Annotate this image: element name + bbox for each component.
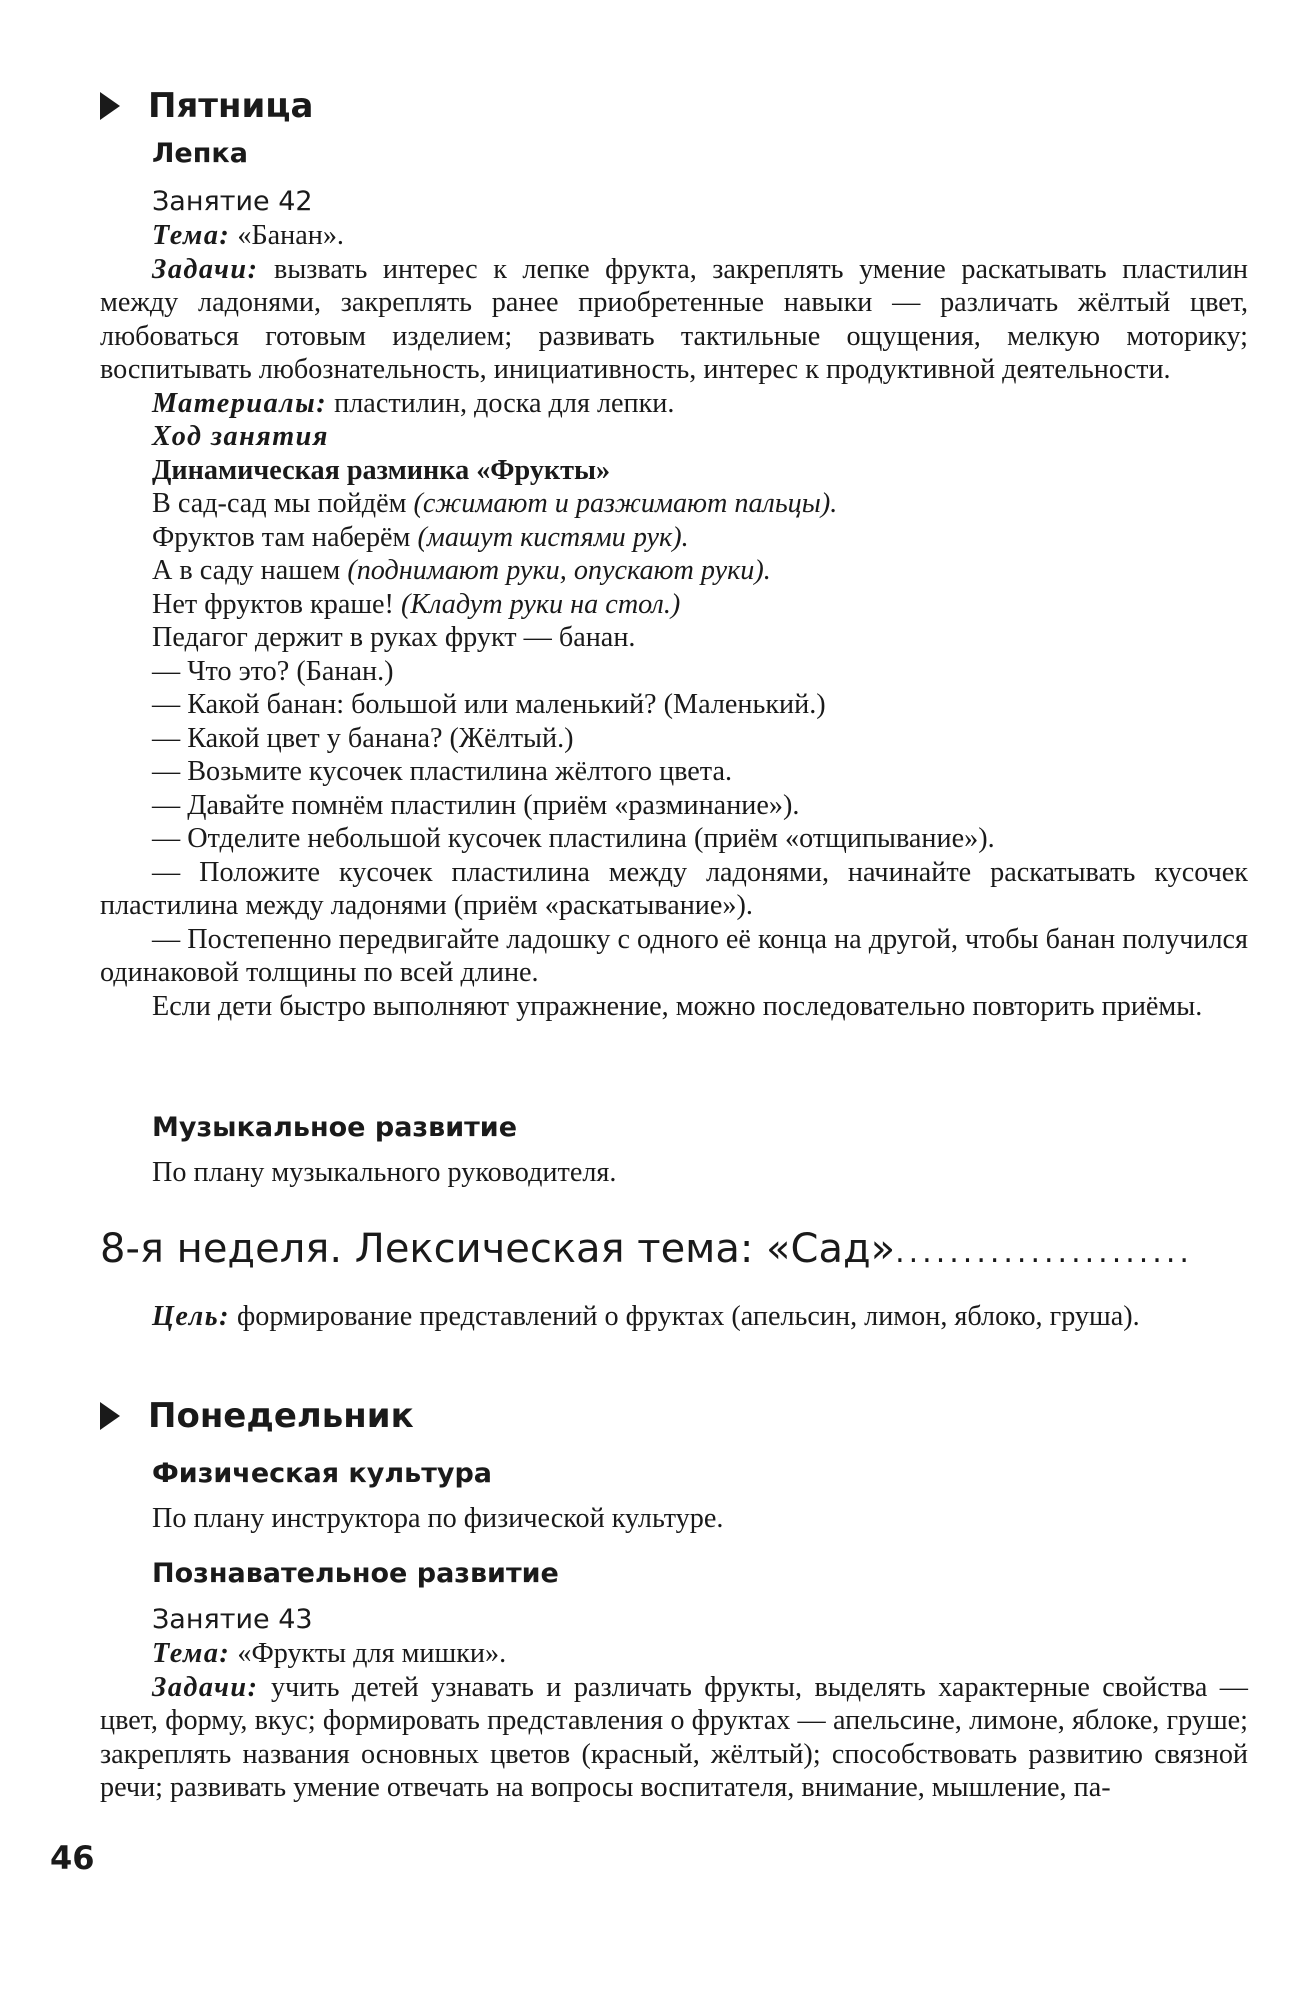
day-title: Понедельник xyxy=(148,1396,414,1436)
subject-heading-music: Музыкальное развитие xyxy=(152,1112,518,1143)
theme-text: «Фрукты для мишки». xyxy=(237,1638,507,1669)
theme-text: «Банан». xyxy=(237,220,344,251)
poem-text: В сад-сад мы пойдём xyxy=(152,488,414,519)
poem-line xyxy=(100,588,1248,622)
goal-paragraph xyxy=(100,1300,1248,1334)
theme-label: Тема: xyxy=(152,220,231,251)
triangle-bullet-icon xyxy=(100,1402,120,1430)
dialogue-line: — Возьмите кусочек пластилина жёлтого цвета. xyxy=(152,756,733,787)
tasks-label: Задачи: xyxy=(152,1671,259,1703)
dialogue-line: — Какой цвет у банана? (Жёлтый.) xyxy=(152,722,574,754)
course-heading-text: Ход занятия xyxy=(152,421,329,452)
lesson-number: Занятие 43 xyxy=(152,1604,313,1635)
goal-label: Цель: xyxy=(152,1301,230,1332)
triangle-bullet-icon xyxy=(100,92,120,120)
tasks-paragraph xyxy=(100,1671,1248,1805)
materials-label: Материалы: xyxy=(152,387,328,419)
music-body xyxy=(100,1156,1248,1190)
poem-note: (сжимают и разжимают пальцы). xyxy=(413,488,838,519)
poem-text: Фруктов там наберём xyxy=(152,521,418,553)
theme-line xyxy=(100,1637,1248,1671)
poem-line xyxy=(100,554,1248,588)
subject-heading-modeling: Лепка xyxy=(152,138,248,169)
lesson-number: Занятие 42 xyxy=(152,186,313,217)
week-title: 8-я неделя. Лексическая тема: «Сад» xyxy=(100,1226,896,1272)
dialogue-line: — Положите кусочек пластилина между ладонями, начинайте раскатывать кусочек пластилина между ладонями (приём «раскатывание»). xyxy=(100,856,1248,921)
day-heading-monday xyxy=(100,1396,414,1436)
tasks-label: Задачи: xyxy=(152,253,259,285)
dialogue-line: — Постепенно передвигайте ладошку с одного её конца на другой, чтобы банан получился одинаковой толщины по всей длине. xyxy=(100,923,1248,988)
tasks-text: учить детей узнавать и различать фрукты, выделять характерные свойства — цвет, форму, вкус; формировать представления о фруктах — апельсине, лимоне, яблоке, груше; закреплять названия основных цветов (красный, жёлтый); способствовать развитию связной речи; развивать умение отвечать на вопросы воспитателя, внимание, мышление, па- xyxy=(100,1671,1248,1803)
day-title: Пятница xyxy=(148,86,314,126)
poem-text: А в саду нашем xyxy=(152,555,348,586)
lesson-43-body xyxy=(100,1637,1248,1805)
course-heading xyxy=(100,420,1248,454)
poem-line xyxy=(100,487,1248,521)
tasks-paragraph xyxy=(100,253,1248,387)
poem-text: Нет фруктов краше! xyxy=(152,588,401,620)
dialogue-line: Если дети быстро выполняют упражнение, можно последовательно повторить приёмы. xyxy=(152,990,1203,1022)
poem-line xyxy=(100,521,1248,555)
dialogue-line: — Давайте помнём пластилин (приём «разминание»). xyxy=(152,789,800,821)
page-number: 46 xyxy=(50,1839,95,1877)
theme-label: Тема: xyxy=(152,1638,231,1669)
subject-heading-cognitive: Познавательное развитие xyxy=(152,1558,559,1589)
dialogue-line: — Какой банан: большой или маленький? (Маленький.) xyxy=(152,689,826,720)
week-heading xyxy=(100,1224,1252,1278)
dialogue-line: — Отделите небольшой кусочек пластилина (приём «отщипывание»). xyxy=(152,823,995,854)
poem-note: (Кладут руки на стол.) xyxy=(400,588,681,620)
dialogue-line: Педагог держит в руках фрукт — банан. xyxy=(152,622,636,653)
theme-line xyxy=(100,219,1248,253)
goal-text: формирование представлений о фруктах (апельсин, лимон, яблоко, груша). xyxy=(237,1301,1140,1332)
warmup-title xyxy=(100,454,1248,488)
poem-note: (машут кистями рук). xyxy=(417,521,689,553)
materials-line xyxy=(100,387,1248,421)
leader-dots: ...................... xyxy=(895,1235,1193,1270)
warmup-title-text: Динамическая разминка «Фрукты» xyxy=(152,454,611,486)
subject-heading-pe: Физическая культура xyxy=(152,1458,493,1489)
materials-text: пластилин, доска для лепки. xyxy=(334,387,675,419)
pe-body xyxy=(100,1502,1248,1536)
week-goal xyxy=(100,1300,1248,1334)
pe-text: По плану инструктора по физической культуре. xyxy=(152,1503,724,1534)
poem-note: (поднимают руки, опускают руки). xyxy=(347,555,771,586)
lesson-42-body xyxy=(100,219,1248,1023)
day-heading-friday xyxy=(100,86,313,126)
dialogue-line: — Что это? (Банан.) xyxy=(152,655,394,687)
music-text: По плану музыкального руководителя. xyxy=(152,1157,617,1188)
tasks-text: вызвать интерес к лепке фрукта, закреплять умение раскатывать пластилин между ладонями, закреплять ранее приобретенные навыки — различать жёлтый цвет, любоваться готовым изделием; развивать тактильные ощущения, мелкую моторику; воспитывать любознательность, инициативность, интерес к продуктивной деятельности. xyxy=(100,253,1249,385)
